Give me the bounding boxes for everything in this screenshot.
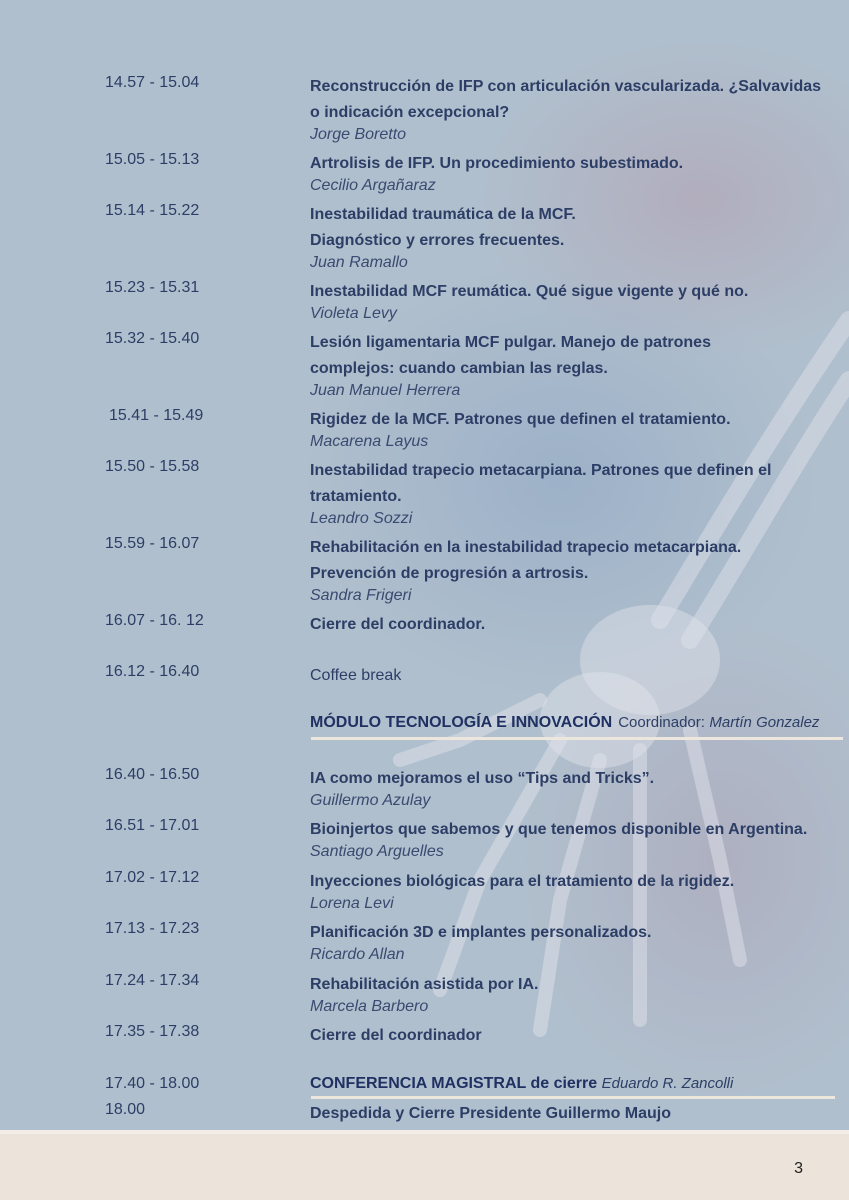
- session-speaker: Jorge Boretto: [310, 126, 407, 143]
- session-title: Lesión ligamentaria MCF pulgar. Manejo de patrones complejos: cuando cambian las reglas.: [310, 334, 711, 377]
- session-speaker: Santiago Arguelles: [310, 843, 444, 860]
- conference-speaker: Eduardo R. Zancolli: [601, 1075, 734, 1092]
- session-time: 16.51 - 17.01: [105, 817, 200, 834]
- session-title: Artrolisis de IFP. Un procedimiento subestimado.: [310, 155, 684, 172]
- page-footer: [0, 1130, 849, 1200]
- session-title: Bioinjertos que sabemos y que tenemos disponible en Argentina.: [310, 821, 808, 838]
- session-speaker: Violeta Levy: [310, 305, 397, 322]
- session-speaker: Marcela Barbero: [310, 998, 429, 1015]
- module-heading-underline: [311, 737, 843, 740]
- session-title: IA como mejoramos el uso “Tips and Tricks”.: [310, 770, 655, 787]
- conference-time: 17.40 - 18.00: [105, 1075, 200, 1092]
- session-time: 15.05 - 15.13: [105, 151, 200, 168]
- page-number: 3: [794, 1160, 803, 1177]
- module-heading: [310, 714, 819, 732]
- session-speaker: Macarena Layus: [310, 433, 429, 450]
- session-speaker: Cecilio Argañaraz: [310, 177, 436, 194]
- session-speaker: Leandro Sozzi: [310, 510, 413, 527]
- conference-underline: [311, 1096, 835, 1099]
- conference-title: CONFERENCIA MAGISTRAL de cierre: [310, 1075, 598, 1092]
- session-time: 17.13 - 17.23: [105, 920, 200, 937]
- session-time: 15.41 - 15.49: [109, 407, 204, 424]
- conference-heading: [310, 1075, 733, 1093]
- closing-time: 18.00: [105, 1101, 146, 1118]
- coffee-break-time: 16.12 - 16.40: [105, 663, 200, 680]
- session-time: 15.59 - 16.07: [105, 535, 200, 552]
- session-speaker: Juan Manuel Herrera: [310, 382, 461, 399]
- session-speaker: Sandra Frigeri: [310, 587, 412, 604]
- session-time: 14.57 - 15.04: [105, 74, 200, 91]
- session-time: 15.23 - 15.31: [105, 279, 200, 296]
- session-title: Inestabilidad trapecio metacarpiana. Patrones que definen el tratamiento.: [310, 462, 772, 505]
- session-speaker: Ricardo Allan: [310, 946, 405, 963]
- coffee-break-title: Coffee break: [310, 667, 402, 684]
- session-title: Inestabilidad MCF reumática. Qué sigue vigente y qué no.: [310, 283, 749, 300]
- session-speaker: Lorena Levi: [310, 895, 394, 912]
- module-title: MÓDULO TECNOLOGÍA E INNOVACIÓN: [310, 714, 613, 731]
- session-title: Rehabilitación en la inestabilidad trapecio metacarpiana. Prevención de progresión a artrosis.: [310, 539, 742, 582]
- session-time: 16.07 - 16. 12: [105, 612, 204, 629]
- session-title: Planificación 3D e implantes personalizados.: [310, 924, 652, 941]
- session-title: Reconstrucción de IFP con articulación vascularizada. ¿Salvavidas o indicación excepcional?: [310, 78, 822, 121]
- closing-title: Despedida y Cierre Presidente Guillermo Maujo: [310, 1105, 671, 1122]
- session-time: 17.35 - 17.38: [105, 1023, 200, 1040]
- session-time: 17.24 - 17.34: [105, 972, 200, 989]
- session-title: Cierre del coordinador: [310, 1027, 482, 1044]
- session-title: Inyecciones biológicas para el tratamiento de la rigidez.: [310, 873, 735, 890]
- session-title: Cierre del coordinador.: [310, 616, 486, 633]
- coordinator-label: Coordinador:: [618, 714, 705, 731]
- session-speaker: Juan Ramallo: [310, 254, 408, 271]
- session-speaker: Guillermo Azulay: [310, 792, 431, 809]
- session-time: 15.32 - 15.40: [105, 330, 200, 347]
- session-title: Inestabilidad traumática de la MCF. Diagnóstico y errores frecuentes.: [310, 206, 576, 249]
- session-title: Rehabilitación asistida por IA.: [310, 976, 539, 993]
- session-title: Rigidez de la MCF. Patrones que definen el tratamiento.: [310, 411, 731, 428]
- session-time: 15.50 - 15.58: [105, 458, 200, 475]
- session-time: 17.02 - 17.12: [105, 869, 200, 886]
- session-time: 16.40 - 16.50: [105, 766, 200, 783]
- session-time: 15.14 - 15.22: [105, 202, 200, 219]
- coordinator-name: Martín Gonzalez: [709, 714, 820, 731]
